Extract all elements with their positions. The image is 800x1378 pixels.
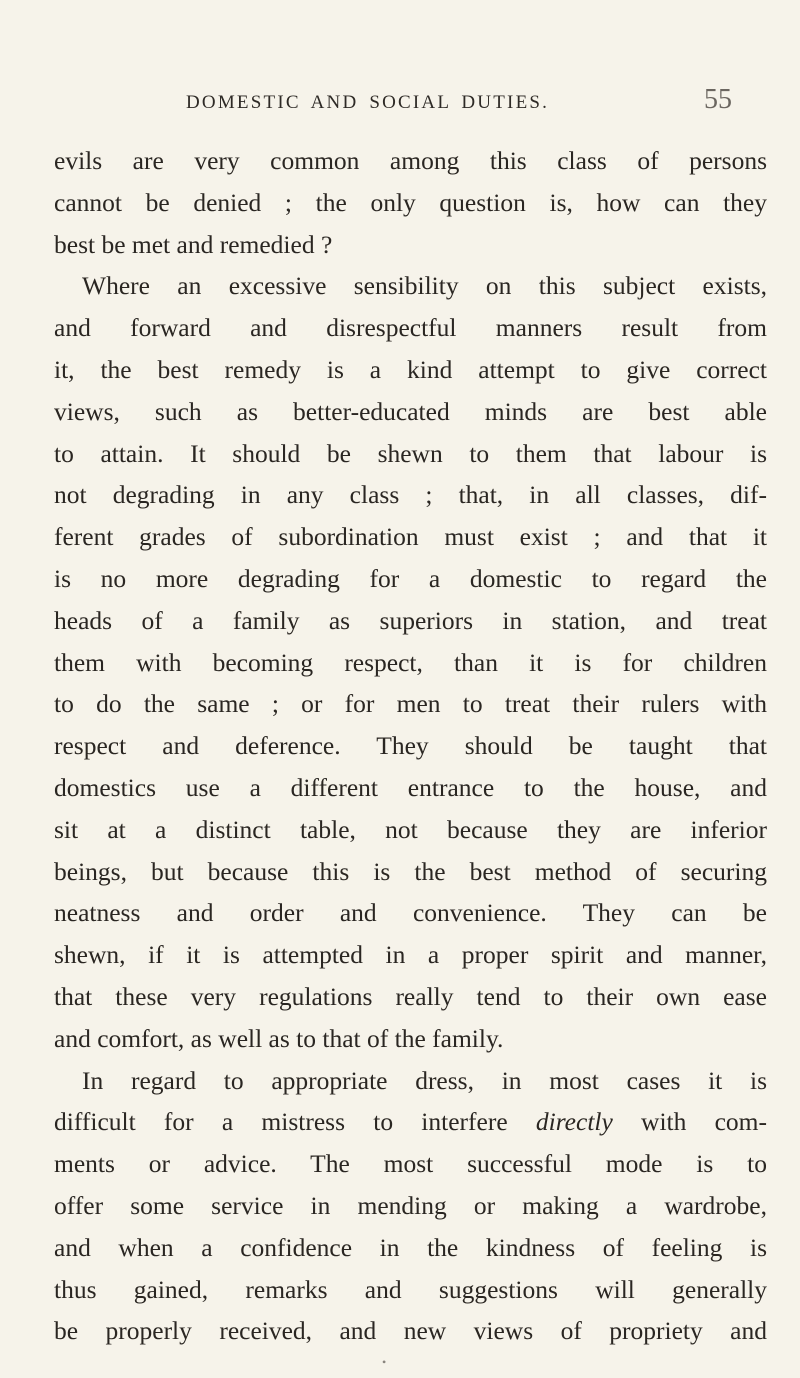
- text-line: neatness and order and convenience. They can be: [54, 898, 767, 928]
- text-line: it, the best remedy is a kind attempt to give correct: [54, 354, 767, 384]
- text-line: beings, but because this is the best method of securing: [54, 856, 767, 886]
- text-line: respect and deference. They should be taught that: [54, 731, 767, 761]
- text-line: to attain. It should be shewn to them that labour is: [54, 438, 767, 468]
- text-line: ments or advice. The most successful mode is to: [54, 1149, 767, 1179]
- text-run: with com-: [612, 1107, 767, 1137]
- text-line: thus gained, remarks and suggestions will generally: [54, 1274, 767, 1304]
- text-line: that these very regulations really tend to their own ease: [54, 981, 767, 1011]
- text-line: ferent grades of subordination must exist ; and that it: [54, 522, 767, 552]
- text-line: cannot be denied ; the only question is, how can they: [54, 187, 767, 217]
- body-text: [54, 140, 767, 1352]
- text-line-with-italic: [54, 1101, 767, 1143]
- running-head: [0, 84, 800, 122]
- text-line: heads of a family as superiors in station, and treat: [54, 605, 767, 635]
- text-line: In regard to appropriate dress, in most cases it is: [82, 1065, 767, 1095]
- text-line: is no more degrading for a domestic to regard the: [54, 563, 767, 593]
- text-line: Where an excessive sensibility on this subject exists,: [82, 271, 767, 301]
- running-head-title: DOMESTIC AND SOCIAL DUTIES.: [186, 92, 550, 113]
- text-line: sit at a distinct table, not because they are inferior: [54, 814, 767, 844]
- text-line: offer some service in mending or making a wardrobe,: [54, 1190, 767, 1220]
- text-line: to do the same ; or for men to treat their rulers with: [54, 689, 767, 719]
- text-line: best be met and remedied ?: [54, 229, 333, 259]
- italic-emphasis: directly: [535, 1107, 613, 1137]
- footer-mark: •: [382, 1355, 387, 1369]
- text-line: them with becoming respect, than it is for children: [54, 647, 767, 677]
- text-line: domestics use a different entrance to the house, and: [54, 772, 767, 802]
- text-line: not degrading in any class ; that, in all classes, dif-: [54, 480, 767, 510]
- text-line: and forward and disrespectful manners result from: [54, 313, 767, 343]
- text-line: and comfort, as well as to that of the family.: [54, 1023, 504, 1053]
- text-line: and when a confidence in the kindness of feeling is: [54, 1232, 767, 1262]
- page-number: 55: [704, 84, 732, 115]
- text-line: be properly received, and new views of propriety and: [54, 1316, 767, 1346]
- text-line: shewn, if it is attempted in a proper spirit and manner,: [54, 940, 767, 970]
- text-line: evils are very common among this class of persons: [54, 146, 767, 175]
- text-line: views, such as better-educated minds are best able: [54, 396, 767, 426]
- text-run: difficult for a mistress to interfere: [54, 1107, 536, 1137]
